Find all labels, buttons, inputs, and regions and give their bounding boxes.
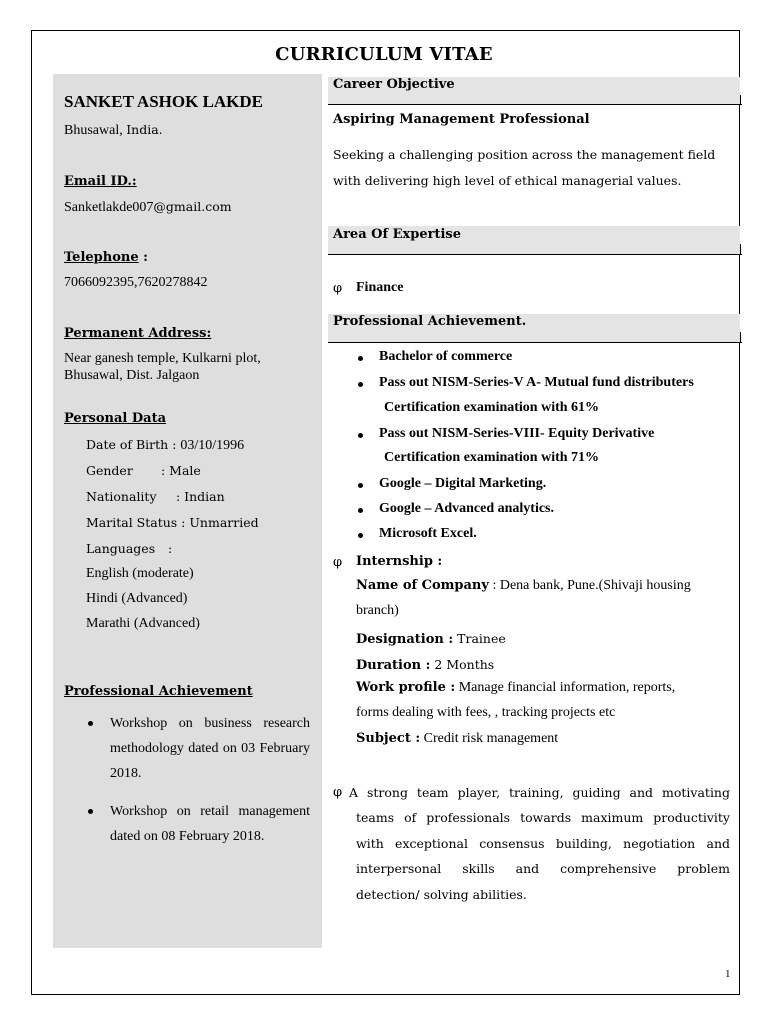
location-city: Bhusawal, — [64, 123, 123, 138]
languages-colon: : — [168, 541, 173, 556]
workshop-item: Workshop on retail management dated on 08 February 2018. — [110, 804, 310, 844]
email-domain: @gmail.com — [153, 199, 232, 214]
team-paragraph-line: detection/ solving abilities. — [356, 887, 527, 902]
bullet — [358, 508, 363, 513]
bullet — [88, 809, 93, 814]
team-paragraph-line: with exceptional consensus building, negotiation and — [356, 836, 730, 851]
gender-value: : Male — [161, 463, 201, 478]
languages-label: Languages — [86, 541, 156, 556]
career-text-line: Seeking a challenging position across the management field — [333, 147, 716, 162]
duration-label: Duration : — [356, 658, 431, 673]
company-value-continued: branch) — [356, 603, 399, 618]
nationality-label: Nationality — [86, 489, 157, 504]
subject-row — [356, 731, 558, 747]
company-row — [356, 578, 691, 594]
location-country: India. — [126, 122, 163, 137]
phone-value: 7066092395,7620278842 — [64, 275, 208, 290]
phi-bullet-icon: φ — [333, 785, 343, 800]
team-paragraph-line: teams of professionals towards maximum productivity — [356, 810, 730, 825]
bullet — [358, 356, 363, 361]
bullet — [358, 533, 363, 538]
career-heading: Career Objective — [333, 77, 455, 92]
marital-label: Marital Status : — [86, 515, 186, 530]
career-subtitle: Aspiring Management Professional — [333, 112, 590, 127]
sidebar-achievement-label: Professional Achievement — [64, 684, 253, 699]
dob-label: Date of Birth : — [86, 437, 177, 452]
team-paragraph-line: interpersonal skills and comprehensive problem — [356, 861, 730, 876]
achievement-item: Google – Advanced analytics. — [379, 501, 555, 516]
nationality-value: : Indian — [176, 489, 225, 504]
language-item: English (moderate) — [86, 566, 194, 581]
marital-row — [86, 515, 259, 530]
expertise-item: Finance — [356, 280, 404, 295]
phi-bullet-icon: φ — [333, 555, 343, 570]
gender-label: Gender — [86, 463, 133, 478]
language-item: Hindi (Advanced) — [86, 591, 188, 606]
subject-value: Credit risk management — [423, 731, 559, 746]
personal-data-label: Personal Data — [64, 411, 167, 426]
work-profile-label: Work profile : — [356, 680, 456, 695]
achievement-item: Bachelor of commerce — [379, 349, 513, 364]
phone-label: Telephone — [64, 250, 139, 265]
work-profile-row — [356, 680, 675, 696]
designation-label: Designation : — [356, 632, 454, 647]
heading-rule — [328, 342, 742, 343]
achievement-item: Pass out NISM-Series-VIII- Equity Derivative — [379, 426, 655, 441]
achievement-item: Google – Digital Marketing. — [379, 476, 547, 491]
duration-value: 2 Months — [434, 657, 495, 672]
heading-rule-tick — [740, 332, 741, 343]
marital-value: Unmarried — [189, 515, 259, 530]
location — [64, 122, 163, 139]
bullet — [358, 483, 363, 488]
dob-row — [86, 437, 244, 454]
address-line-2: Bhusawal, Dist. Jalgaon — [64, 368, 200, 383]
heading-rule — [328, 254, 742, 255]
address-line-1: Near ganesh temple, Kulkarni plot, — [64, 351, 261, 366]
phi-bullet-icon: φ — [333, 281, 343, 296]
achievement-item: Pass out NISM-Series-V A- Mutual fund distributers — [379, 375, 694, 390]
subject-label: Subject : — [356, 731, 421, 746]
work-profile-value: Manage financial information, reports, — [458, 680, 676, 695]
bullet — [88, 721, 93, 726]
phone-colon: : — [143, 250, 148, 265]
company-value: : Dena bank, Pune.(Shivaji housing — [492, 578, 691, 593]
designation-row — [356, 630, 506, 648]
duration-row — [356, 656, 494, 674]
achievement-item-continued: Certification examination with 61% — [384, 400, 600, 415]
email-value — [64, 199, 232, 216]
heading-rule-tick — [740, 95, 741, 105]
designation-value: Trainee — [457, 631, 506, 646]
bullet — [358, 433, 363, 438]
achievement-item-continued: Certification examination with 71% — [384, 450, 600, 465]
heading-rule — [328, 104, 742, 105]
address-label: Permanent Address: — [64, 326, 212, 341]
workshop-item: Workshop on business research methodology dated on 03 February 2018. — [110, 716, 310, 781]
expertise-heading: Area Of Expertise — [333, 227, 462, 242]
career-text-line: with delivering high level of ethical managerial values. — [333, 173, 682, 188]
email-user: Sanketlakde007 — [64, 200, 154, 215]
company-label: Name of Company — [356, 578, 489, 593]
bullet — [358, 382, 363, 387]
phone-label-row — [64, 250, 148, 265]
heading-rule-tick — [740, 244, 741, 255]
work-profile-continued: forms dealing with fees, , tracking projects etc — [356, 705, 616, 720]
language-item: Marathi (Advanced) — [86, 616, 200, 631]
email-label: Email ID.: — [64, 174, 137, 189]
candidate-name: SANKET ASHOK LAKDE — [64, 92, 264, 111]
internship-label: Internship : — [356, 554, 443, 569]
achievement-item: Microsoft Excel. — [379, 526, 477, 541]
dob-value: 03/10/1996 — [180, 438, 245, 453]
page-number: 1 — [725, 968, 731, 980]
achievement-heading: Professional Achievement. — [333, 314, 527, 329]
team-paragraph-line: A strong team player, training, guiding and motivating — [349, 785, 730, 800]
document-title: CURRICULUM VITAE — [275, 44, 493, 65]
